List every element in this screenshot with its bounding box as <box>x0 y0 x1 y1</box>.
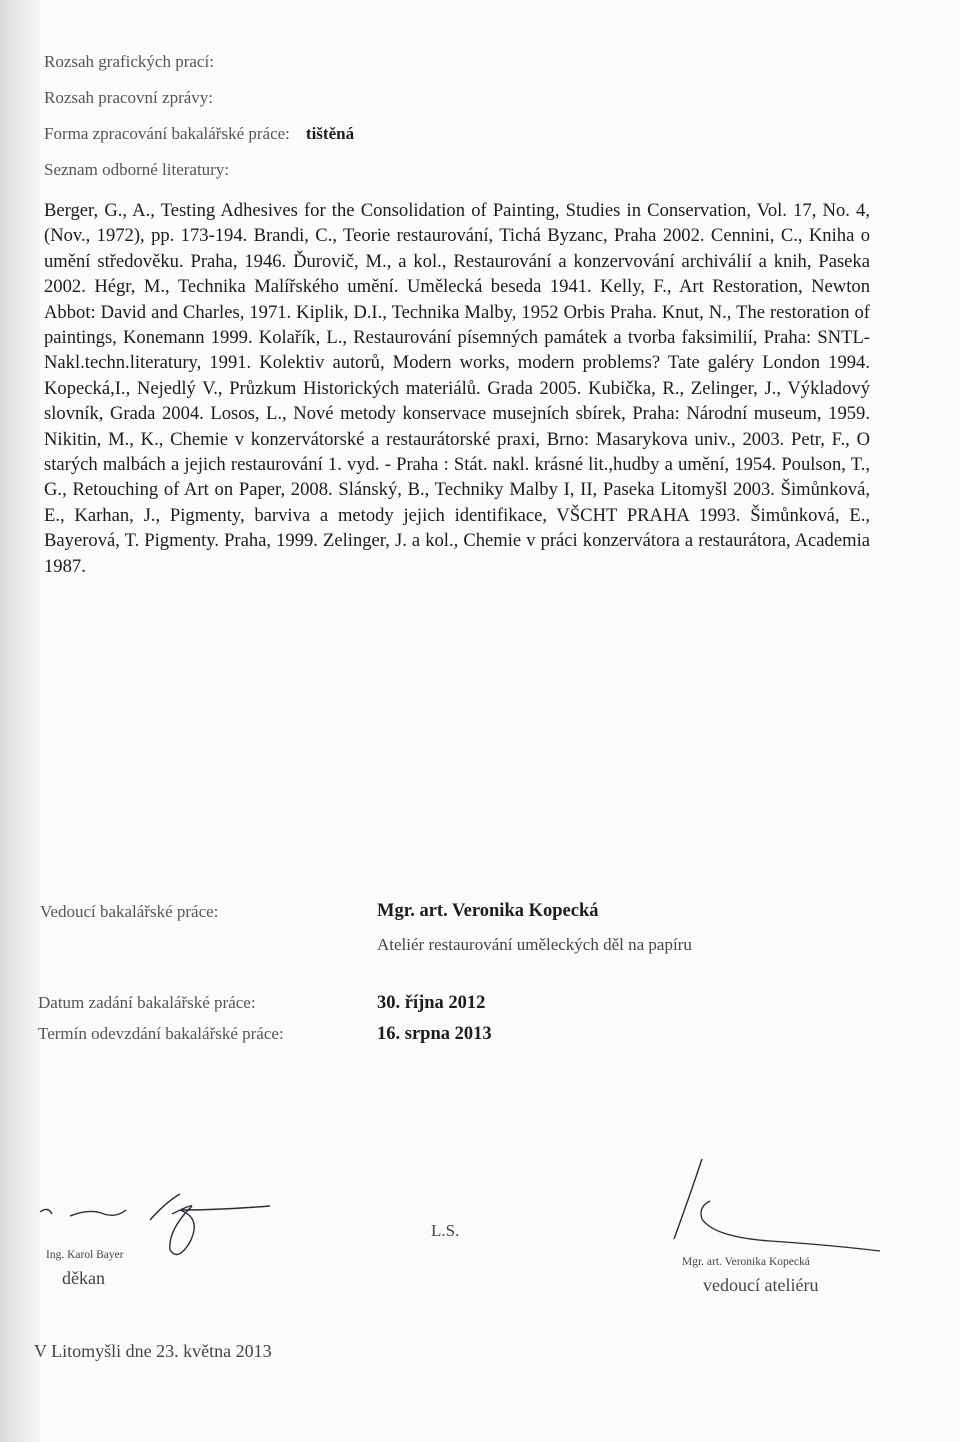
graphics-scope-label: Rozsah grafických prací: <box>44 52 214 71</box>
literature-label: Seznam odborné literatury: <box>44 160 230 179</box>
place-date: V Litomyšli dne 23. května 2013 <box>34 1341 272 1361</box>
reference-list: Berger, G., A., Testing Adhesives for the Consolidation of Painting, Studies in Conservation, Vol. 17, No. 4, (Nov., 1972), pp. 173-194. Brandi, C., Teorie restaurování, Tichá Byzanc, Praha 2002. Cennini, C., Kniha o umění středověku. Praha, 1946. Ďurovič, M., a kol., Restaurování a konzervování archiválií a knih, Paseka 2002. Hégr, M., Technika Malířského umění. Umělecká beseda 1941. Kelly, F., Art Restoration, Newton Abbot: David and Charles, 1971. Kiplik, D.I., Technika Malby, 1952 Orbis Praha. Knut, N., The restoration of paintings, Konemann 1999. Kolařík, L., Restaurování písemných památek a tvorba faksimilií, Praha: SNTL-Nakl.techn.literatury, 1991. Kolektiv autorů, Modern works, modern problems? Tate galéry London 1994. Kopecká,I., Nejedlý V., Průzkum Historických materiálů. Grada 2005. Kubička, R., Zelinger, J., Výkladový slovník, Grada 2004. Losos, L., Nové metody konservace musejních sbírek, Praha: Národní museum, 1959. Nikitin, M., K., Chemie v konzervátorské a restaurátorské praxi, Brno: Masarykova univ., 2003. Petr, F., O starých malbách a jejich restaurování 1. vyd. - Praha : Stát. nakl. krásné lit.,hudby a umění, 1954. Poulson, T., G., Retouching of Art on Paper, 2008. Slánský, B., Techniky Malby I, II, Paseka Litomyšl 2003. Šimůnková, E., Karhan, J., Pigmenty, barviva a metody jejich identifikace, VŠCHT PRAHA 1993. Šimůnková, E., Bayerová, T. Pigmenty. Praha, 1999. Zelinger, J. a kol., Chemie v práci konzervátora a restaurátora, Academia 1987. <box>44 200 870 577</box>
seal-mark: L.S. <box>431 1221 460 1240</box>
head-role: vedoucí ateliéru <box>703 1275 819 1295</box>
due-date-value: 16. srpna 2013 <box>377 1024 492 1044</box>
assigned-date-value: 30. října 2012 <box>377 993 486 1013</box>
supervisor-label: Vedoucí bakalářské práce: <box>40 902 219 921</box>
assigned-date-label: Datum zadání bakalářské práce: <box>38 993 256 1012</box>
due-date-label: Termín odevzdání bakalářské práce: <box>38 1024 284 1043</box>
dean-role: děkan <box>62 1268 105 1288</box>
supervisor-name: Mgr. art. Veronika Kopecká <box>377 901 599 921</box>
dean-name: Ing. Karol Bayer <box>46 1249 124 1261</box>
supervisor-department: Ateliér restaurování uměleckých děl na papíru <box>377 935 692 954</box>
report-scope-label: Rozsah pracovní zprávy: <box>44 88 213 107</box>
form-value: tištěná <box>305 124 355 143</box>
head-name: Mgr. art. Veronika Kopecká <box>682 1256 810 1268</box>
form-field <box>44 124 354 144</box>
form-label: Forma zpracování bakalářské práce: <box>44 124 290 143</box>
head-signature <box>640 1155 890 1255</box>
